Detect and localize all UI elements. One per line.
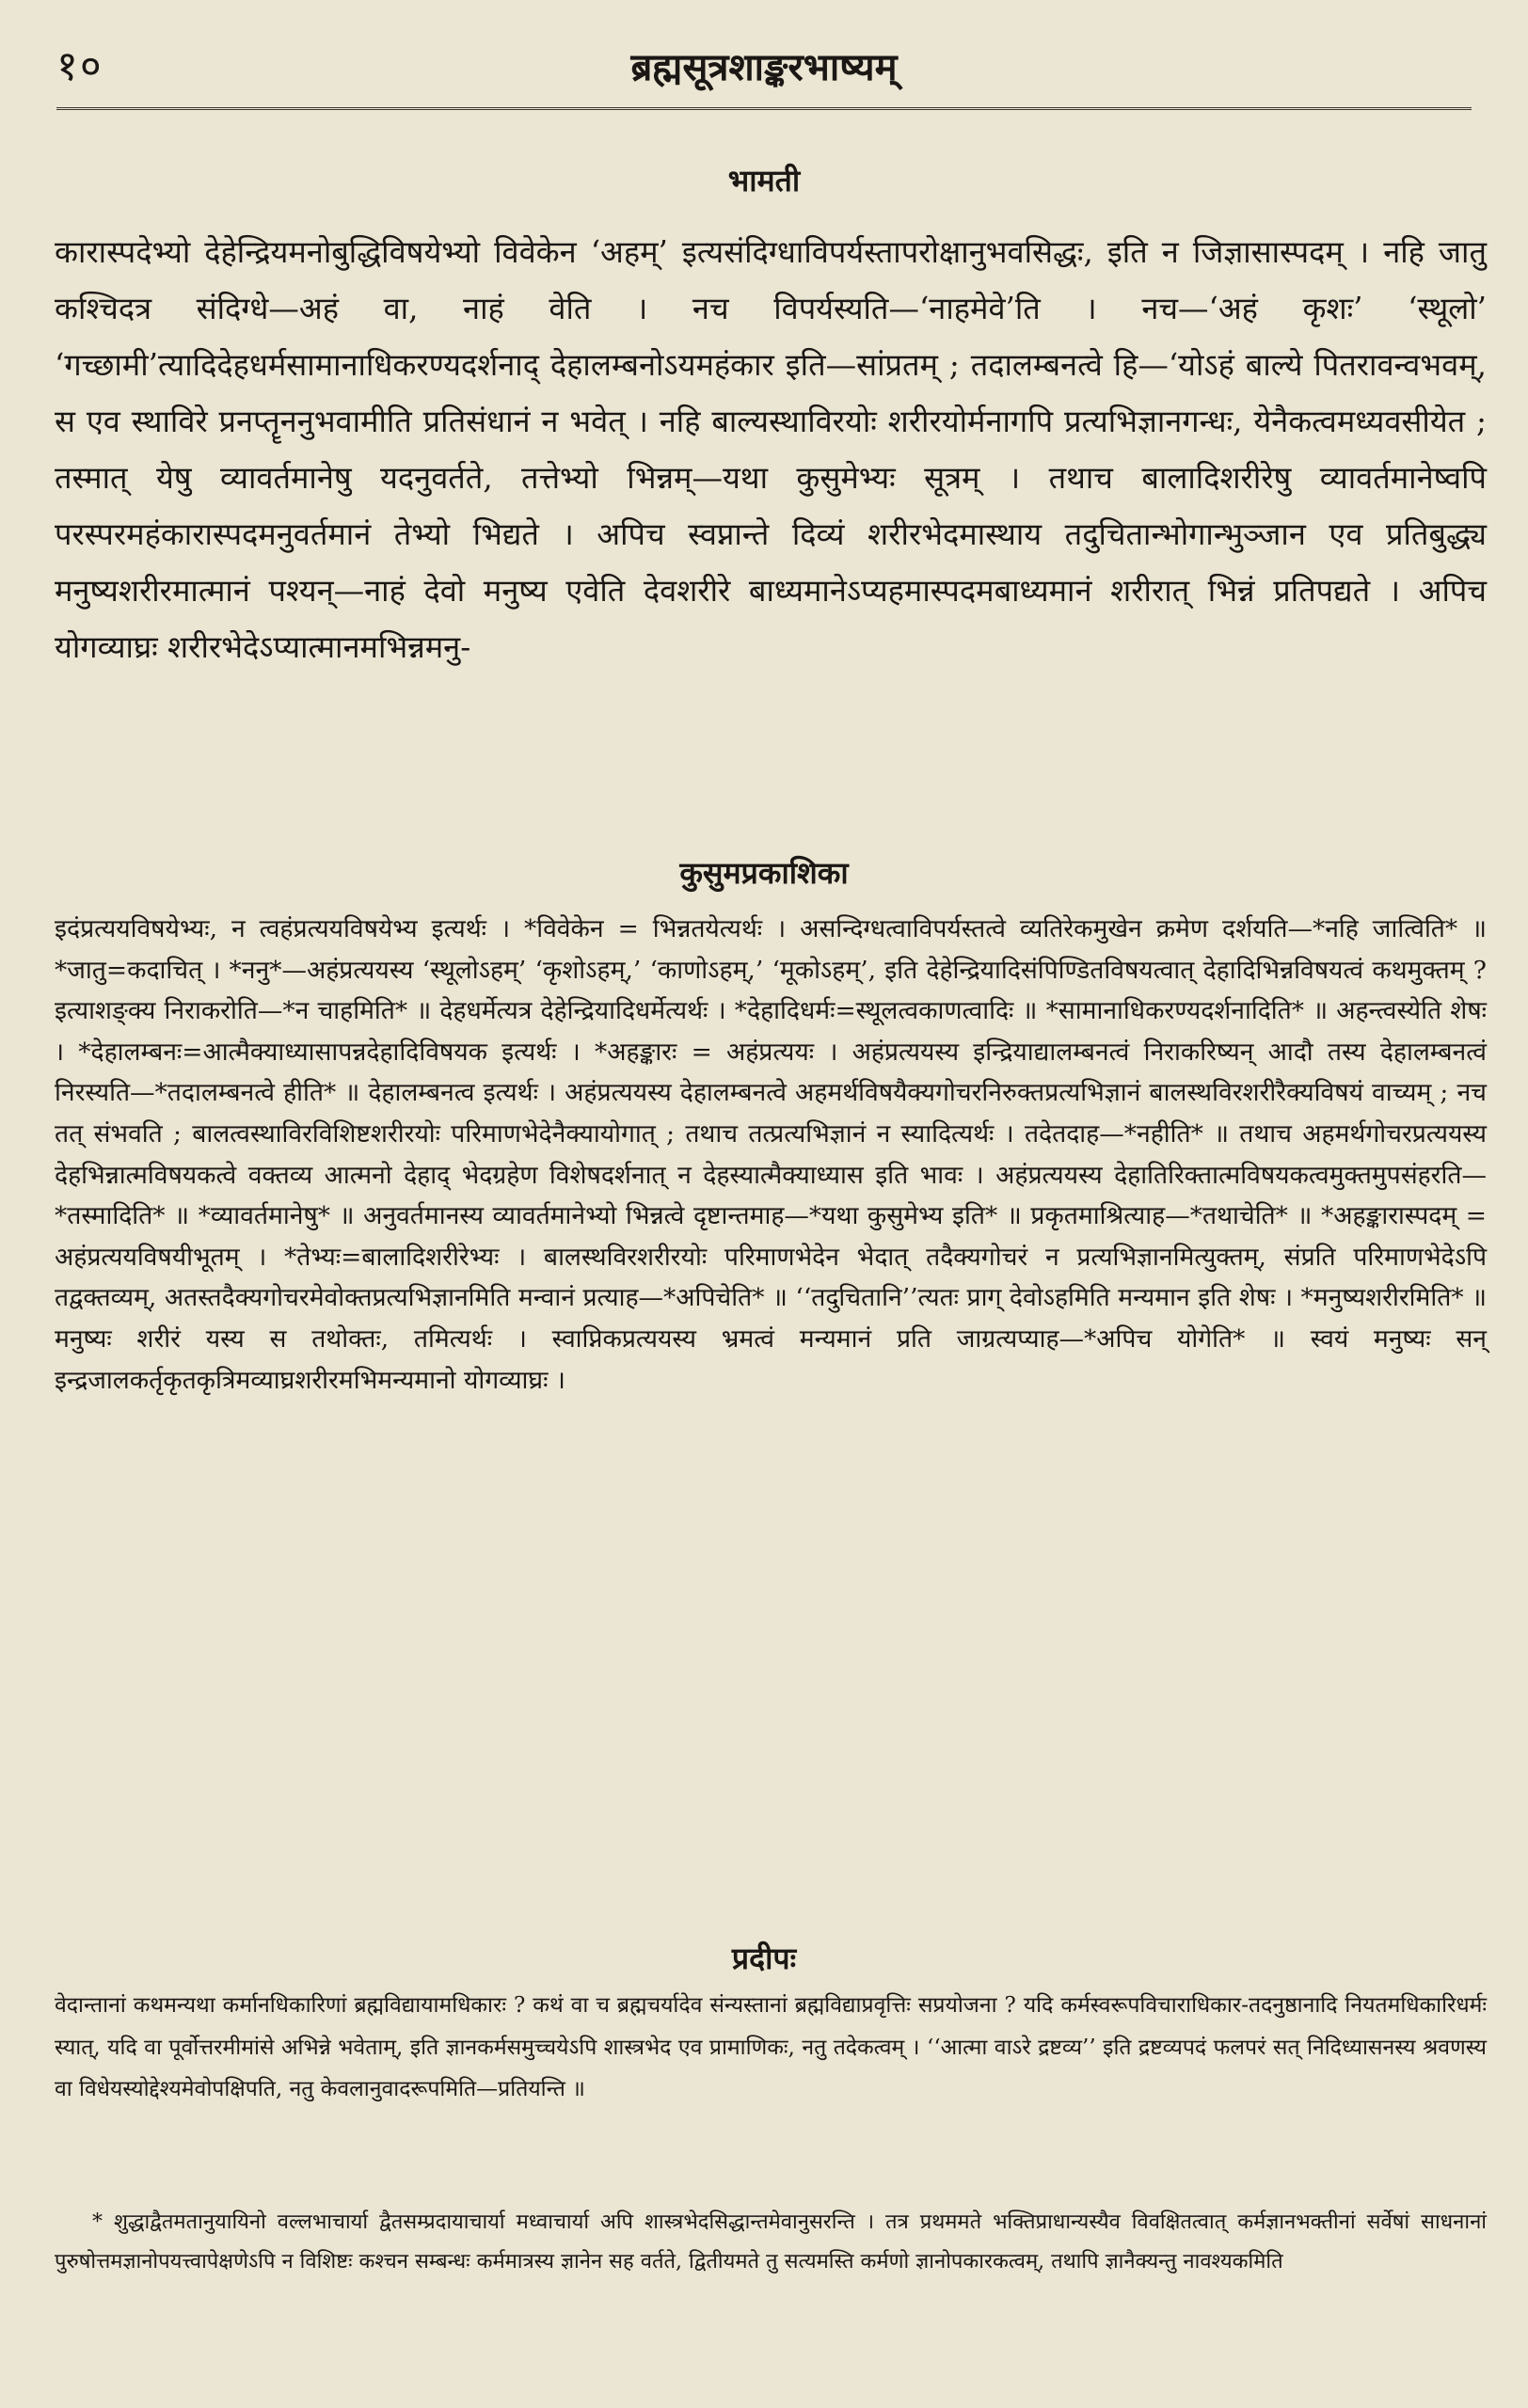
header-title: ब्रह्मसूत्रशाङ्करभाष्यम् — [630, 45, 898, 89]
pradipa-paragraph: वेदान्तानां कथमन्यथा कर्मानधिकारिणां ब्रह्मविद्यायामधिकारः ? कथं वा च ब्रह्मचर्यादेव संन्यस्तानां ब्रह्मविद्याप्रवृत्तिः सप्रयोजना ? यदि कर्मस्वरूपविचाराधिकार-तदनुष्ठानादि नियतमधिकारिधर्मः स्यात्, यदि वा पूर्वोत्तरमीमांसे अभिन्ने भवेताम्, इति ज्ञानकर्मसमुच्चयेऽपि शास्त्रभेद एव प्रामाणिकः, नतु तदेकत्वम् । ‘‘आत्मा वाऽरे द्रष्टव्य’’ इति द्रष्टव्यपदं फलपरं सत् निदिध्यासनस्य श्रवणस्य वा विधेयस्योद्देश्यमेवोपक्षिपति, नतु केवलानुवादरूपमिति—प्रतियन्ति ॥ — [55, 1993, 1487, 2101]
header-rule — [56, 107, 1472, 110]
pradipa-commentary — [55, 1985, 1487, 2192]
bhamati-commentary — [55, 224, 1487, 788]
kusumapraksika-paragraph: इदंप्रत्ययविषयेभ्यः, न त्वहंप्रत्ययविषयेभ्य इत्यर्थः । *विवेकेन = भिन्नतयेत्यर्थः । असन्दिग्धत्वाविपर्यस्तत्वे व्यतिरेकमुखेन क्रमेण दर्शयति—*नहि जात्विति* ॥ *जातु=कदाचित् । *ननु*—अहंप्रत्ययस्य ‘स्थूलोऽहम्’ ‘कृशोऽहम्,’ ‘काणोऽहम्,’ ‘मूकोऽहम्’, इति देहेन्द्रियादिसंपिण्डितविषयत्वात् देहादिभिन्नविषयत्वं कथमुक्तम् ? इत्याशङ्क्य निराकरोति—*न चाहमिति* ॥ देहधर्मेत्यत्र देहेन्द्रियादिधर्मेत्यर्थः । *देहादिधर्मः=स्थूलत्वकाणत्वादिः ॥ *सामानाधिकरण्यदर्शनादिति* ॥ अहन्त्वस्येति शेषः । *देहालम्बनः=आत्मैक्याध्यासापन्नदेहादिविषयक इत्यर्थः । *अहङ्कारः = अहंप्रत्ययः । अहंप्रत्ययस्य इन्द्रियाद्यालम्बनत्वं निराकरिष्यन् आदौ तस्य देहालम्बनत्वं निरस्यति—*तदालम्बनत्वे हीति* ॥ देहालम्बनत्व इत्यर्थः । अहंप्रत्ययस्य देहालम्बनत्वे अहमर्थविषयैक्यगोचरनिरुक्तप्रत्यभिज्ञानं बालस्थविरशरीरैक्यविषयं वाच्यम् ; नच तत् संभवति ; बालत्वस्थाविरविशिष्टशरीरयोः परिमाणभेदेनैक्यायोगात् ; तथाच तत्प्रत्यभिज्ञानं न स्यादित्यर्थः । तदेतदाह—*नहीति* ॥ तथाच अहमर्थगोचरप्रत्ययस्य देहभिन्नात्मविषयकत्वे वक्तव्य आत्मनो देहाद् भेदग्रहेण विशेषदर्शनात् न देहस्यात्मैक्याध्यास इति भावः । अहंप्रत्ययस्य देहातिरिक्तात्मविषयकत्वमुक्तमुपसंहरति—*तस्मादिति* ॥ *व्यावर्तमानेषु* ॥ अनुवर्तमानस्य व्यावर्तमानेभ्यो भिन्नत्वे दृष्टान्तमाह—*यथा कुसुमेभ्य इति* ॥ प्रकृतमाश्रित्याह—*तथाचेति* ॥ *अहङ्कारास्पदम् = अहंप्रत्ययविषयीभूतम् । *तेभ्यः=बालादिशरीरेभ्यः । बालस्थविरशरीरयोः परिमाणभेदेन भेदात् तदैक्यगोचरं न प्रत्यभिज्ञानमित्युक्तम्, संप्रति परिमाणभेदेऽपि तद्वक्तव्यम्, अतस्तदैक्यगोचरमेवोक्तप्रत्यभिज्ञानमिति मन्वानं प्रत्याह—*अपिचेति* ॥ ‘‘तदुचितानि’’त्यतः प्राग् देवोऽहमिति मन्यमान इति शेषः । *मनुष्यशरीरमिति* ॥ मनुष्यः शरीरं यस्य स तथोक्तः, तमित्यर्थः । स्वाप्निकप्रत्ययस्य भ्रमत्वं मन्यमानं प्रति जाग्रत्यप्याह—*अपिच योगेति* ॥ स्वयं मनुष्यः सन् इन्द्रजालकर्तृकृतकृत्रिमव्याघ्रशरीरमभिमन्यमानो योगव्याघ्रः । — [55, 914, 1487, 1395]
kusumapraksika-heading: कुसुमप्रकाशिका — [679, 855, 849, 891]
footnote-paragraph: * शुद्धाद्वैतमतानुयायिनो वल्लभाचार्या द्वैतसम्प्रदायाचार्या मध्वाचार्या अपि शास्त्रभेदसिद्धान्तमेवानुसरन्ति । तत्र प्रथममते भक्तिप्राधान्यस्यैव विवक्षितत्वात् कर्मज्ञानभक्तीनां सर्वेषां साधनानां पुरुषोत्तमज्ञानोपयत्त्वापेक्षणेऽपि न विशिष्टः कश्चन सम्बन्धः कर्ममात्रस्य ज्ञानेन सह वर्तते, द्वितीयमते तु सत्यमस्ति कर्मणो ज्ञानोपकारकत्वम्, तथापि ज्ञानैक्यन्तु नावश्यकमिति — [55, 2210, 1487, 2273]
footnote — [55, 2203, 1487, 2391]
page-number: १० — [56, 42, 103, 90]
bhamati-heading: भामती — [727, 163, 801, 198]
pradipa-heading: प्रदीपः — [731, 1941, 797, 1976]
kusumapraksika-commentary — [55, 909, 1487, 1896]
running-header — [56, 36, 1472, 111]
bhamati-paragraph: कारास्पदेभ्यो देहेन्द्रियमनोबुद्धिविषयेभ्यो विवेकेन ‘अहम्’ इत्यसंदिग्धाविपर्यस्तापरोक्षानुभवसिद्धः, इति न जिज्ञासास्पदम् । नहि जातु कश्चिदत्र संदिग्धे—अहं वा, नाहं वेति । नच विपर्यस्यति—‘नाहमेवे’ति । नच—‘अहं कृशः’ ‘स्थूलो’ ‘गच्छामी’त्यादिदेहधर्मसामानाधिकरण्यदर्शनाद् देहालम्बनोऽयमहंकार इति—सांप्रतम् ; तदालम्बनत्वे हि—‘योऽहं बाल्ये पितरावन्वभवम्, स एव स्थाविरे प्रनप्तॄननुभवामीति प्रतिसंधानं न भवेत् । नहि बाल्यस्थाविरयोः शरीरयोर्मनागपि प्रत्यभिज्ञानगन्धः, येनैकत्वमध्यवसीयेत ; तस्मात् येषु व्यावर्तमानेषु यदनुवर्तते, तत्तेभ्यो भिन्नम्—यथा कुसुमेभ्यः सूत्रम् । तथाच बालादिशरीरेषु व्यावर्तमानेष्वपि परस्परमहंकारास्पदमनुवर्तमानं तेभ्यो भिद्यते । अपिच स्वप्नान्ते दिव्यं शरीरभेदमास्थाय तदुचितान्भोगान्भुञ्जान एव प्रतिबुद्ध्य मनुष्यशरीरमात्मानं पश्यन्—नाहं देवो मनुष्य एवेति देवशरीरे बाध्यमानेऽप्यहमास्पदमबाध्यमानं शरीरात् भिन्नं प्रतिपद्यते । अपिच योगव्याघ्रः शरीरभेदेऽप्यात्मानमभिन्नमनु- — [55, 234, 1487, 665]
